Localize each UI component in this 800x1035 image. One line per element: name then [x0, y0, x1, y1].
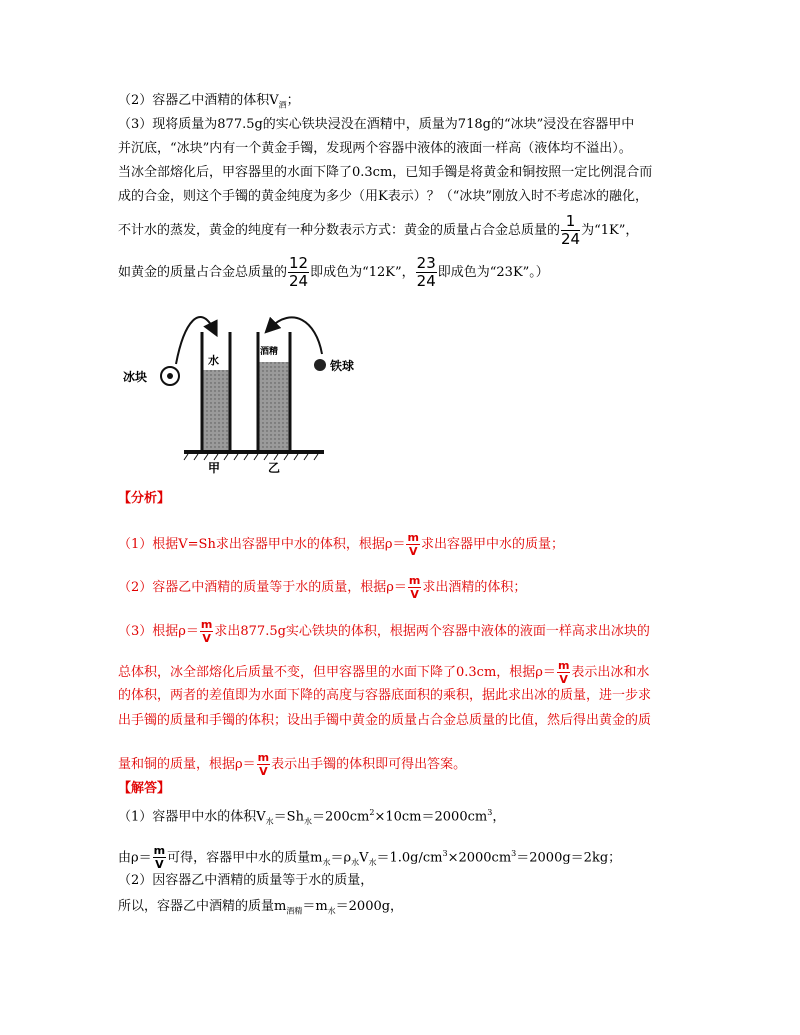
answer-line-4: 所以，容器乙中酒精的质量$m_{酒精}=m_水=2000g$，	[118, 899, 404, 916]
formula-rho-m-v: $\frac{m}{V}$	[257, 751, 270, 778]
analysis-line-7: 量和铜的质量，根据ρ＝ $\frac{m}{V}$ 表示出手镯的体积即可得出答案。	[118, 751, 467, 778]
formula-rho-m-v: $\frac{m}{V}$	[200, 618, 213, 645]
formula-rho-m-v: $\frac{m}{V}$	[557, 659, 570, 686]
containers-diagram	[118, 302, 378, 486]
problem-line-4: 当冰全部熔化后，甲容器里的水面下降了0.3cm，已知手镯是将黄金和铜按照一定比例混合而	[118, 165, 653, 180]
answer-header: 【解答】	[118, 781, 171, 796]
analysis-line-4: 总体积，冰全部熔化后质量不变，但甲容器里的水面下降了0.3cm，根据ρ＝ $\frac{m}{V}$ 表示出冰和水	[118, 659, 650, 686]
analysis-line-3: （3）根据ρ＝ $\frac{m}{V}$ 求出877.5g实心铁块的体积，根据两个容器中液体的液面一样高求出冰块的	[118, 618, 650, 645]
analysis-header: 【分析】	[118, 491, 171, 506]
container-jia	[202, 332, 230, 450]
analysis-line-2: （2）容器乙中酒精的质量等于水的质量，根据ρ＝ $\frac{m}{V}$ 求出酒精的体积；	[118, 574, 527, 601]
problem-line-5: 成的合金，则这个手镯的黄金纯度为多少（用K表示）？（“冰块”刚放入时不考虑冰的融化，	[118, 189, 649, 204]
problem-line-1: （2）容器乙中酒精的体积$V_酒$；	[118, 93, 300, 110]
label-jia: 甲	[208, 461, 221, 475]
problem-line-2: （3）现将质量为877.5g的实心铁块浸没在酒精中，质量为718g的“冰块”浸没在容器甲中	[118, 117, 635, 132]
answer-line-3: （2）因容器乙中酒精的质量等于水的质量，	[118, 873, 374, 888]
label-yi: 乙	[268, 461, 281, 475]
problem-line-3: 并沉底，“冰块”内有一个黄金手镯，发现两个容器中液体的液面一样高（液体均不溢出）。	[118, 141, 632, 156]
ground-line	[184, 450, 324, 454]
fraction-1-24: $\frac{1}{24}$	[561, 212, 581, 248]
label-alcohol: 酒精	[260, 347, 279, 357]
problem-line-6: 不计水的蒸发，黄金的纯度有一种分数表示方式：黄金的质量占合金总质量的 $\frac{1}{24}$ 为“1K”，	[118, 212, 639, 248]
label-ice: 冰块	[123, 370, 148, 384]
iron-ball-icon	[314, 359, 326, 371]
answer-line-1: （1）容器甲中水的体积$V_水=Sh_水=200cm^2\times 10cm=2000cm^3$，	[118, 808, 506, 826]
formula-rho-m-v: $\frac{m}{V}$	[407, 531, 419, 558]
analysis-line-5: 的体积，两者的差值即为水面下降的高度与容器底面积的乘积，据此求出冰的质量，进一步求	[118, 688, 652, 703]
ground-hatch	[184, 454, 318, 460]
analysis-line-1: （1）根据V=Sh求出容器甲中水的体积，根据ρ＝ $\frac{m}{V}$ 求出容器甲中水的质量；	[118, 531, 564, 558]
label-water: 水	[208, 354, 219, 367]
label-iron: 铁球	[330, 359, 355, 373]
fraction-12-24: $\frac{12}{24}$	[289, 254, 309, 290]
formula-rho-m-v: $\frac{m}{V}$	[153, 844, 166, 872]
ice-cube-icon	[161, 367, 179, 385]
problem-line-7: 如黄金的质量占合金总质量的 $\frac{12}{24}$ 即成色为“12K”， $\frac{23}{24}$ 即成色为“23K”。）	[118, 254, 549, 290]
fraction-23-24: $\frac{23}{24}$	[416, 254, 436, 290]
answer-line-2: 由ρ＝ $\frac{m}{V}$ 可得，容器甲中水的质量$m_水=\rho_水V_水=1.0g/cm^3\times 2000cm^3=2000g=2kg$；	[118, 844, 622, 872]
formula-rho-m-v: $\frac{m}{V}$	[408, 574, 421, 601]
analysis-line-6: 出手镯的质量和手镯的体积；设出手镯中黄金的质量占合金总质量的比值，然后得出黄金的质	[118, 713, 652, 728]
containers-figure	[118, 302, 378, 482]
